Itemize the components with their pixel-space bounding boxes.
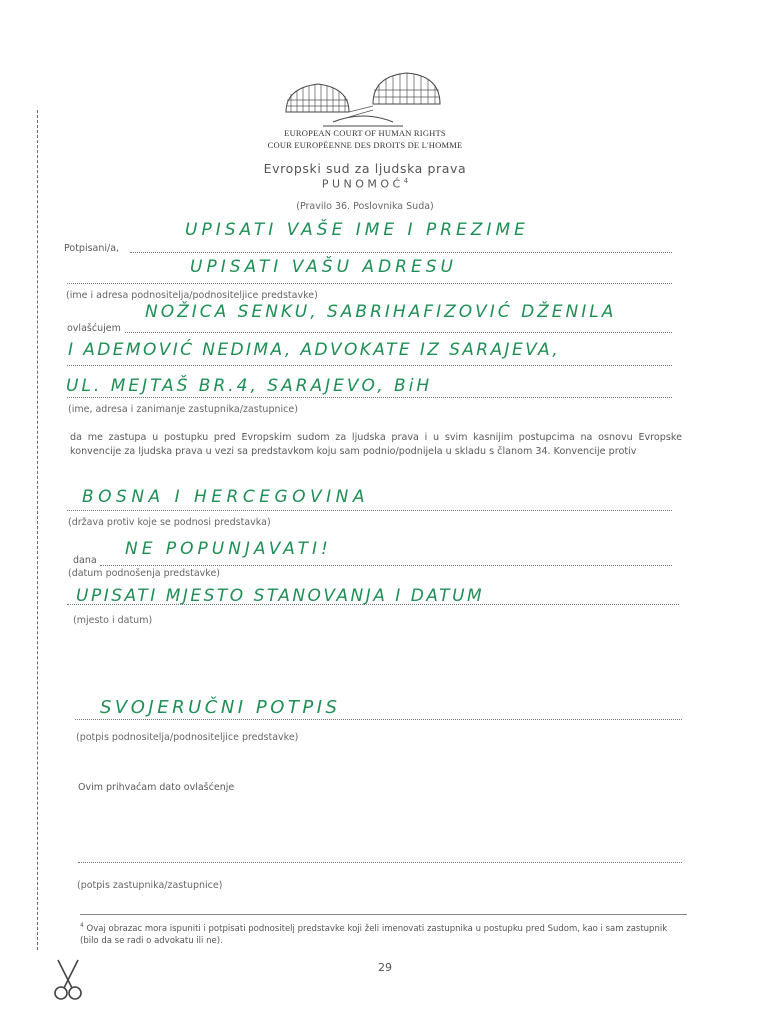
scissors-icon xyxy=(50,958,86,1002)
dana-label: dana xyxy=(73,555,97,566)
mjesto-value: UPISATI MJESTO STANOVANJA I DATUM xyxy=(76,586,485,606)
document-type xyxy=(180,177,550,191)
footnote-text: Ovaj obrazac mora ispuniti i potpisati podnositelj predstavke koji želi imenovati zastupnika u postupku pred Sudom, kao i sam zastupnik (bilo da se radi o advokatu ili ne). xyxy=(80,923,668,946)
potpisani-line-2 xyxy=(67,283,672,284)
ovlascujem-value-1: NOŽICA SENKU, SABRIHAFIZOVIĆ DŽENILA xyxy=(145,302,617,322)
court-name-en: EUROPEAN COURT OF HUMAN RIGHTS xyxy=(284,128,446,138)
page-number: 29 xyxy=(378,961,392,974)
drzava-line xyxy=(67,510,672,511)
potpisani-line-1 xyxy=(130,252,672,253)
footnote xyxy=(80,920,687,947)
court-name-fr: COUR EUROPÉENNE DES DROITS DE L'HOMME xyxy=(267,140,463,150)
cut-line xyxy=(37,110,38,950)
ovlascujem-line-2 xyxy=(67,365,672,366)
drzava-caption: (država protiv koje se podnosi predstavka) xyxy=(68,517,271,528)
potpis-caption: (potpis podnositelja/podnositeljice predstavke) xyxy=(76,732,299,743)
zastupnik-caption: (potpis zastupnika/zastupnice) xyxy=(77,880,223,891)
ovlascujem-label: ovlašćujem xyxy=(67,323,121,334)
dana-value: NE POPUNJAVATI! xyxy=(125,539,332,559)
authorization-text: da me zastupa u postupku pred Evropskim sudom za ljudska prava i u svim kasnijim postupcima na osnovu Evropske konvencije za ljudska prava u vezi sa predstavkom koju sam podnio/podnijela u skladu s članom 34. Konvencije protiv xyxy=(70,432,682,457)
potpisani-value-1: UPISATI VAŠE IME I PREZIME xyxy=(185,220,529,240)
dana-caption: (datum podnošenja predstavke) xyxy=(68,568,221,579)
potpisani-label: Potpisani/a, xyxy=(64,243,120,254)
dana-line xyxy=(100,565,672,566)
footnote-divider xyxy=(80,914,687,915)
potpis-line xyxy=(75,719,682,720)
mjesto-caption: (mjesto i datum) xyxy=(73,615,153,626)
drzava-value: BOSNA I HERCEGOVINA xyxy=(82,487,369,507)
zastupnik-signature-line xyxy=(78,862,682,863)
court-building-logo xyxy=(283,70,443,128)
ovlascujem-caption: (ime, adresa i zanimanje zastupnika/zastupnice) xyxy=(68,404,298,415)
ovlascujem-line-3 xyxy=(67,397,672,398)
footnote-ref: 4 xyxy=(403,177,409,185)
ovlascujem-value-2: I ADEMOVIĆ NEDIMA, ADVOKATE IZ SARAJEVA, xyxy=(68,340,561,360)
potpisani-value-2: UPISATI VAŠU ADRESU xyxy=(190,257,457,277)
ovlascujem-line-1 xyxy=(125,332,672,333)
potpisani-caption: (ime i adresa podnositelja/podnositeljice predstavke) xyxy=(66,290,318,301)
ovlascujem-value-3: UL. MEJTAŠ BR.4, SARAJEVO, BiH xyxy=(66,376,433,396)
prihvacam-text: Ovim prihvaćam dato ovlašćenje xyxy=(78,782,235,793)
rule-reference: (Pravilo 36. Poslovnika Suda) xyxy=(296,201,434,212)
document-type-text: PUNOMOĆ xyxy=(321,177,404,191)
footnote-mark: 4 xyxy=(80,922,84,929)
page-title: Evropski sud za ljudska prava xyxy=(263,161,467,176)
potpis-value: SVOJERUČNI POTPIS xyxy=(100,697,341,718)
